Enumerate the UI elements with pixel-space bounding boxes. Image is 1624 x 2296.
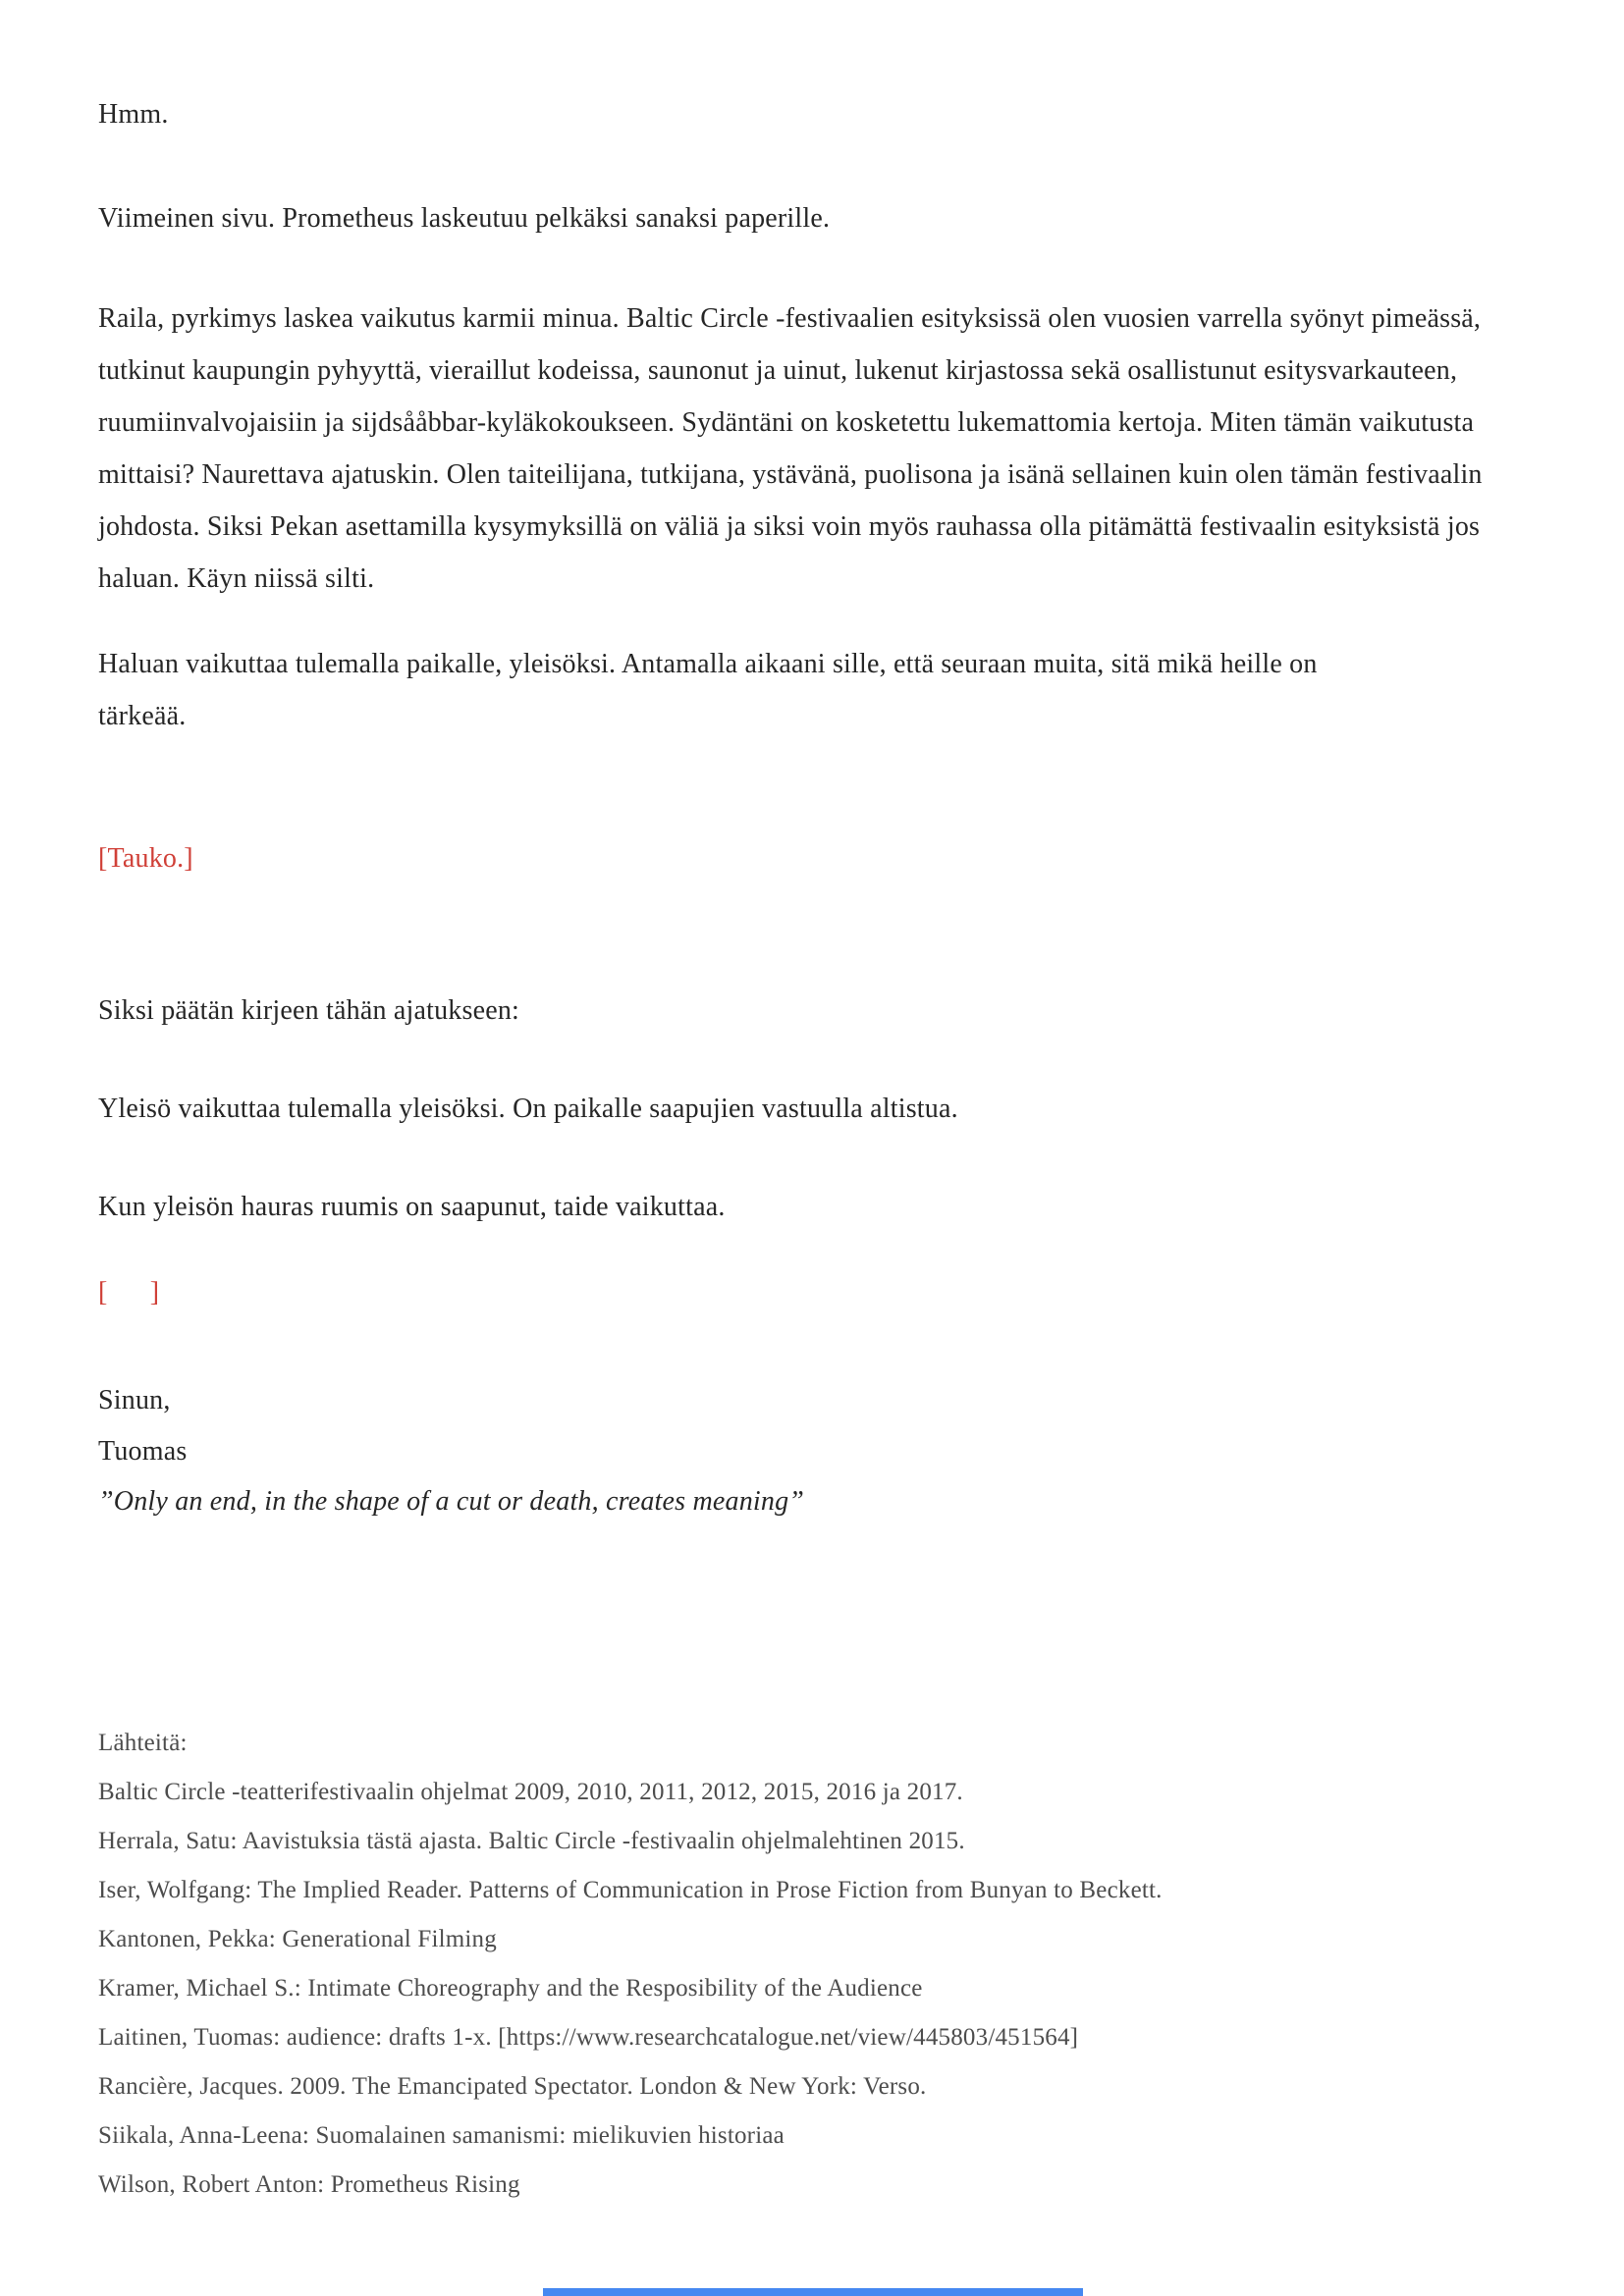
- interjection-line: Hmm.: [98, 99, 169, 130]
- reference-item: Kramer, Michael S.: Intimate Choreography and the Resposibility of the Audience: [98, 1975, 923, 2002]
- sign-off-line: Sinun,: [98, 1385, 171, 1415]
- bottom-scroll-indicator-bar[interactable]: [543, 2288, 1083, 2296]
- reference-item: Rancière, Jacques. 2009. The Emancipated Spectator. London & New York: Verso.: [98, 2073, 927, 2100]
- intro-line: Viimeinen sivu. Prometheus laskeutuu pelkäksi sanaksi paperille.: [98, 203, 831, 234]
- closing-quote: ”Only an end, in the shape of a cut or death, creates meaning”: [98, 1486, 805, 1517]
- statement-line-1: Siksi päätän kirjeen tähän ajatukseen:: [98, 995, 520, 1026]
- body-paragraph-1: Raila, pyrkimys laskea vaikutus karmii minua. Baltic Circle -festivaalien esityksissä olen vuosien varrella syönyt pimeässä, tutkinut kaupungin pyhyyttä, vieraillut kodeissa, saunonut ja uinut, lukenut kirjastossa sekä osallistunut esitysvarkauteen, ruumiinvalvojaisiin ja sijdsååbbar-kyläkokoukseen. Sydäntäni on kosketettu lukemattomia kertoja. Miten tämän vaikutusta mittaisi? Naurettava ajatuskin. Olen taiteilijana, tutkijana, ystävänä, puolisona ja isänä sellainen kuin olen tämän festivaalin johdosta. Siksi Pekan asettamilla kysymyksillä on väliä ja siksi voin myös rauhassa olla pitämättä festivaalin esityksistä jos haluan. Käyn niissä silti.: [98, 303, 1483, 594]
- statement-line-2: Yleisö vaikuttaa tulemalla yleisöksi. On paikalle saapujien vastuulla altistua.: [98, 1094, 958, 1124]
- reference-item: Herrala, Satu: Aavistuksia tästä ajasta. Baltic Circle -festivaalin ohjelmalehtinen 2015.: [98, 1828, 965, 1854]
- reference-item: Laitinen, Tuomas: audience: drafts 1-x. [https://www.researchcatalogue.net/view/445803/451564]: [98, 2024, 1079, 2051]
- empty-brackets-marker: [ ]: [98, 1277, 160, 1308]
- body-paragraph-2: Haluan vaikuttaa tulemalla paikalle, yleisöksi. Antamalla aikaani sille, että seuraan muita, sitä mikä heille on tärkeää.: [98, 649, 1318, 731]
- reference-item: Siikala, Anna-Leena: Suomalainen samanismi: mielikuvien historiaa: [98, 2122, 785, 2149]
- statement-line-3: Kun yleisön hauras ruumis on saapunut, taide vaikuttaa.: [98, 1192, 726, 1222]
- reference-item: Kantonen, Pekka: Generational Filming: [98, 1926, 497, 1952]
- reference-item: Wilson, Robert Anton: Prometheus Rising: [98, 2171, 520, 2198]
- signature-name: Tuomas: [98, 1436, 188, 1467]
- reference-item: Iser, Wolfgang: The Implied Reader. Patterns of Communication in Prose Fiction from Bunyan to Beckett.: [98, 1877, 1163, 1903]
- reference-item: Baltic Circle -teatterifestivaalin ohjelmat 2009, 2010, 2011, 2012, 2015, 2016 ja 2017.: [98, 1779, 963, 1805]
- pause-marker: [Tauko.]: [98, 843, 193, 874]
- references-heading: Lähteitä:: [98, 1730, 188, 1756]
